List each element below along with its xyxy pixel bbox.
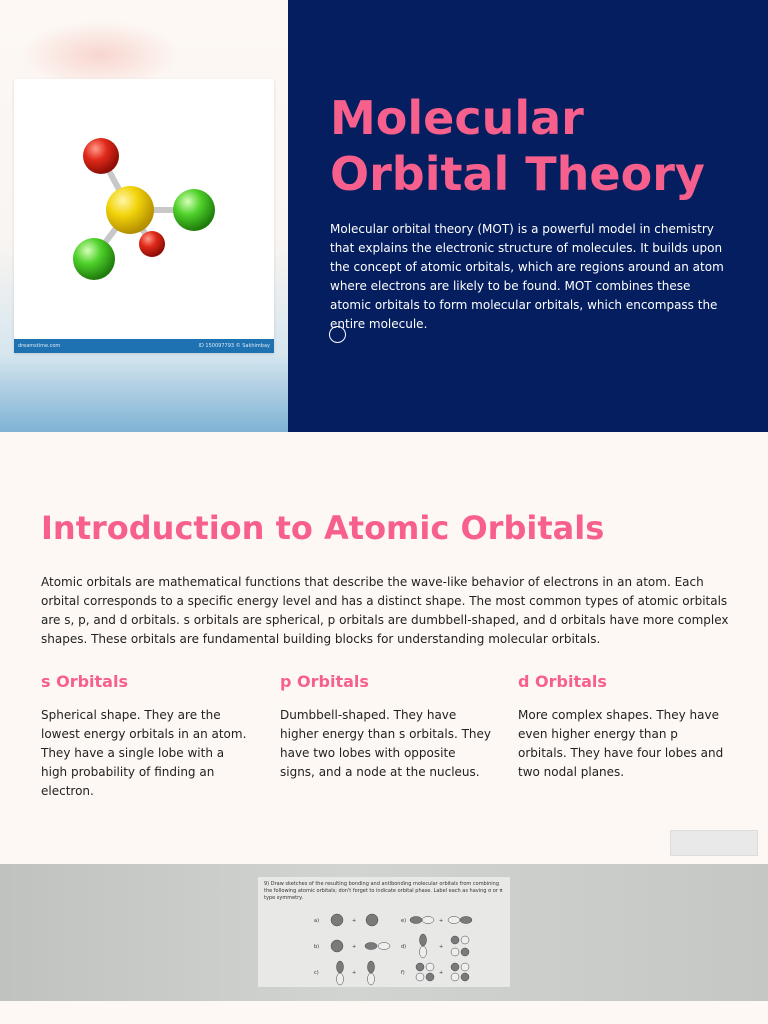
chlorine-atom bbox=[73, 238, 115, 280]
orbital-card-p bbox=[280, 672, 492, 782]
worksheet-image-band bbox=[0, 864, 768, 1001]
sulfur-atom bbox=[106, 186, 154, 234]
svg-text:+: + bbox=[439, 970, 444, 976]
worksheet-label: c) bbox=[314, 970, 319, 976]
orbital-card-text: Spherical shape. They are the lowest energy orbitals in an atom. They have a single lobe with a high probability of finding an electron. bbox=[41, 708, 247, 798]
orbital-card-title: s Orbitals bbox=[41, 672, 128, 691]
molecule-image bbox=[14, 79, 274, 353]
worksheet-label: f) bbox=[401, 970, 405, 976]
floating-widget[interactable] bbox=[670, 830, 758, 856]
circle-icon[interactable] bbox=[329, 326, 346, 343]
chlorine-atom bbox=[173, 189, 215, 231]
orbital-card-s bbox=[41, 672, 253, 801]
oxygen-atom bbox=[83, 138, 119, 174]
orbital-card-title: p Orbitals bbox=[280, 672, 369, 691]
worksheet-image bbox=[258, 877, 510, 987]
orbital-card-text: Dumbbell-shaped. They have higher energy than s orbitals. They have two lobes with opposite signs, and a node at the nucleus. bbox=[280, 708, 491, 779]
orbital-card-text: More complex shapes. They have even higher energy than p orbitals. They have four lobes and two nodal planes. bbox=[518, 708, 724, 779]
watermark-left: dreamstime.com bbox=[18, 343, 61, 349]
svg-text:+: + bbox=[352, 918, 357, 924]
worksheet-label: b) bbox=[314, 944, 320, 950]
svg-text:+: + bbox=[352, 970, 357, 976]
orbital-card-d bbox=[518, 672, 730, 782]
svg-text:+: + bbox=[439, 944, 444, 950]
hero-section bbox=[0, 0, 768, 432]
section-description: Atomic orbitals are mathematical functions that describe the wave-like behavior of electrons in an atom. Each orbital corresponds to a specific energy level and has a distinct shape. The most common types of atomic orbitals are s, p, and d orbitals. s orbitals are spherical, p orbitals are dumbbell-shaped, and d orbitals have more complex shapes. These orbitals are fundamental building blocks for understanding molecular orbitals. bbox=[41, 575, 729, 646]
molecule-illustration bbox=[14, 79, 274, 339]
svg-text:+: + bbox=[352, 944, 357, 950]
svg-text:+: + bbox=[439, 918, 444, 924]
watermark-right: ID 150097793 © Sakhimbay bbox=[198, 343, 270, 349]
section-title: Introduction to Atomic Orbitals bbox=[41, 509, 605, 547]
worksheet-question: 9) Draw sketches of the resulting bonding and antibonding molecular orbitals from combining the following atomic orbitals; don't forget to indicate orbital phase. Label each as having σ or π type symmetry. bbox=[264, 881, 503, 901]
worksheet-label: a) bbox=[314, 918, 320, 924]
worksheet-label: d) bbox=[401, 944, 407, 950]
orbital-worksheet bbox=[258, 877, 510, 987]
orbital-card-title: d Orbitals bbox=[518, 672, 607, 691]
hero-text-panel bbox=[288, 0, 768, 432]
worksheet-label: e) bbox=[401, 918, 407, 924]
hero-image-panel bbox=[0, 0, 288, 432]
image-watermark-strip bbox=[14, 339, 274, 353]
page-title: Molecular Orbital Theory bbox=[330, 91, 705, 201]
hero-description: Molecular orbital theory (MOT) is a powerful model in chemistry that explains the electronic structure of molecules. It builds upon the concept of atomic orbitals, which are regions around an atom where electrons are likely to be found. MOT combines these atomic orbitals to form molecular orbitals, which encompass the entire molecule. bbox=[330, 222, 724, 331]
oxygen-atom bbox=[139, 231, 165, 257]
